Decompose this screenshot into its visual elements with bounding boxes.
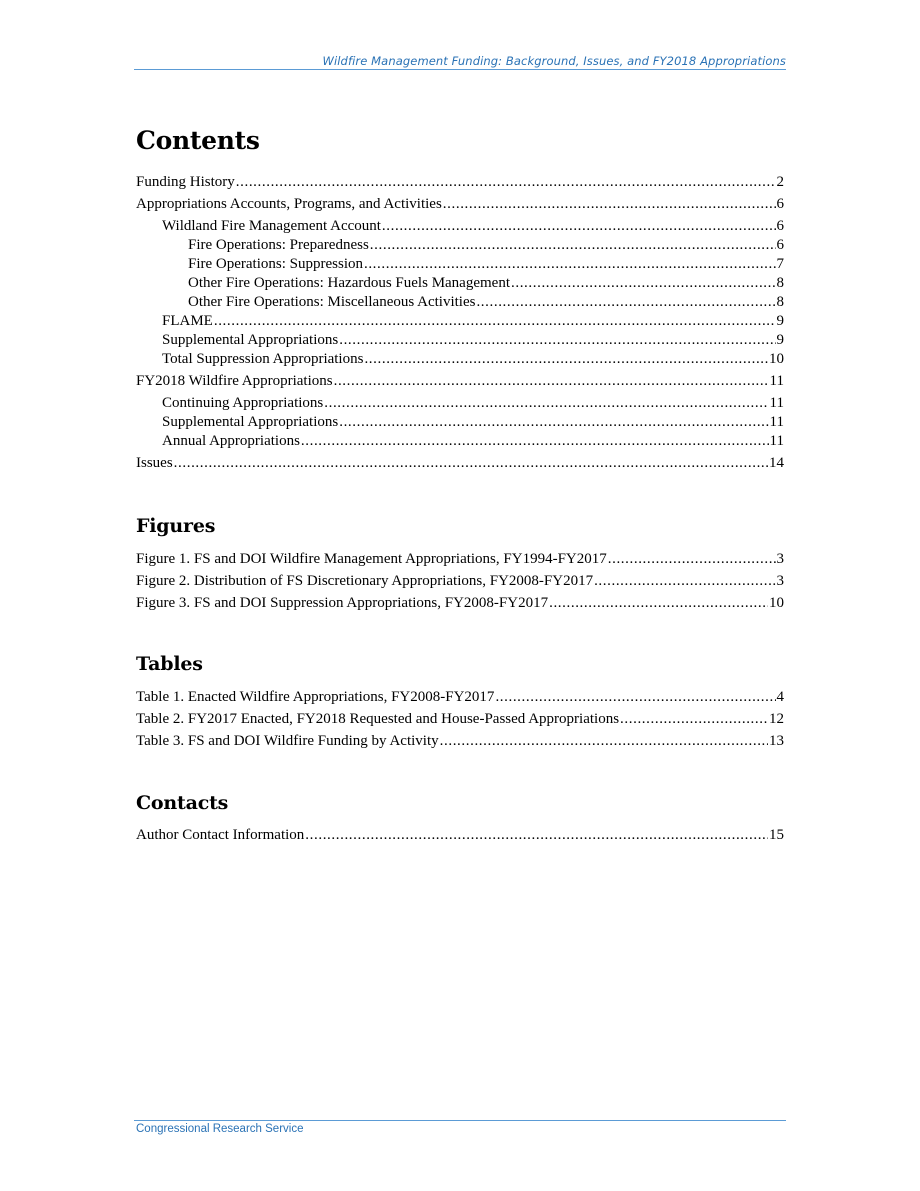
leader-dots [334, 373, 769, 390]
toc-entry[interactable] [136, 711, 784, 733]
toc-entry-title: Figure 3. FS and DOI Suppression Appropriations, FY2008-FY2017 [136, 595, 549, 611]
toc-entry[interactable] [136, 455, 784, 477]
toc-entry[interactable] [136, 237, 784, 256]
figures-heading: Figures [136, 515, 216, 537]
toc-entry-title: Fire Operations: Suppression [188, 256, 363, 272]
toc-entry-page: 3 [776, 551, 784, 567]
toc-entry[interactable] [136, 218, 784, 237]
toc-entry-title: Annual Appropriations [162, 433, 300, 449]
toc-entry[interactable] [136, 373, 784, 395]
header-divider [134, 69, 786, 70]
contacts-heading: Contacts [136, 792, 229, 814]
figures-list [136, 551, 784, 617]
toc-entry-page: 11 [769, 433, 784, 449]
toc-entry-page: 13 [769, 733, 784, 749]
toc-entry[interactable] [136, 332, 784, 351]
toc-entry-title: Table 3. FS and DOI Wildfire Funding by Activity [136, 733, 439, 749]
toc-entry-title: Author Contact Information [136, 827, 305, 843]
toc-entry-page: 8 [776, 275, 784, 291]
toc-entry-page: 2 [776, 174, 784, 190]
toc-entry[interactable] [136, 733, 784, 755]
leader-dots [339, 332, 775, 349]
toc-entry-title: Funding History [136, 174, 235, 190]
leader-dots [364, 351, 768, 368]
footer-divider [134, 1120, 786, 1121]
toc-entry-title: Continuing Appropriations [162, 395, 324, 411]
leader-dots [236, 174, 776, 191]
footer-publisher: Congressional Research Service [136, 1123, 304, 1135]
toc-entry-title: FLAME [162, 313, 213, 329]
toc-entry[interactable] [136, 433, 784, 455]
leader-dots [620, 711, 768, 728]
toc-entry-title: Figure 1. FS and DOI Wildfire Management Appropriations, FY1994-FY2017 [136, 551, 607, 567]
toc-entry-title: Other Fire Operations: Hazardous Fuels Management [188, 275, 510, 291]
leader-dots [594, 573, 775, 590]
toc-entry-title: Total Suppression Appropriations [162, 351, 364, 367]
toc-entry-page: 3 [776, 573, 784, 589]
toc-entry-page: 7 [776, 256, 784, 272]
toc-entry-page: 9 [776, 313, 784, 329]
contacts-list [136, 827, 784, 849]
toc-entry[interactable] [136, 595, 784, 617]
leader-dots [495, 689, 775, 706]
leader-dots [339, 414, 768, 431]
contents-list [136, 174, 784, 477]
leader-dots [608, 551, 776, 568]
contents-heading: Contents [136, 126, 260, 155]
toc-entry-title: Figure 2. Distribution of FS Discretionary Appropriations, FY2008-FY2017 [136, 573, 594, 589]
leader-dots [214, 313, 776, 330]
toc-entry[interactable] [136, 313, 784, 332]
toc-entry-title: Table 2. FY2017 Enacted, FY2018 Requested and House-Passed Appropriations [136, 711, 620, 727]
toc-entry-title: Supplemental Appropriations [162, 414, 339, 430]
toc-entry-page: 8 [776, 294, 784, 310]
toc-entry-page: 11 [769, 395, 784, 411]
toc-entry-page: 6 [776, 237, 784, 253]
toc-entry-title: Table 1. Enacted Wildfire Appropriations, FY2008-FY2017 [136, 689, 495, 705]
leader-dots [174, 455, 768, 472]
toc-entry-title: Other Fire Operations: Miscellaneous Activities [188, 294, 476, 310]
leader-dots [370, 237, 776, 254]
tables-heading: Tables [136, 653, 203, 675]
leader-dots [382, 218, 776, 235]
toc-entry-title: Supplemental Appropriations [162, 332, 339, 348]
toc-entry-page: 15 [769, 827, 784, 843]
toc-entry-page: 9 [776, 332, 784, 348]
leader-dots [476, 294, 775, 311]
toc-entry[interactable] [136, 573, 784, 595]
toc-entry-page: 6 [776, 196, 784, 212]
toc-entry-title: Issues [136, 455, 173, 471]
tables-list [136, 689, 784, 755]
toc-entry-page: 4 [776, 689, 784, 705]
toc-entry[interactable] [136, 294, 784, 313]
toc-entry-title: Appropriations Accounts, Programs, and Activities [136, 196, 442, 212]
toc-entry-page: 10 [769, 351, 784, 367]
toc-entry[interactable] [136, 551, 784, 573]
toc-entry-title: Wildland Fire Management Account [162, 218, 381, 234]
toc-entry[interactable] [136, 827, 784, 849]
leader-dots [364, 256, 776, 273]
toc-entry[interactable] [136, 196, 784, 218]
toc-entry[interactable] [136, 351, 784, 373]
leader-dots [324, 395, 768, 412]
toc-entry-title: Fire Operations: Preparedness [188, 237, 369, 253]
toc-entry-page: 6 [776, 218, 784, 234]
toc-entry[interactable] [136, 689, 784, 711]
toc-entry[interactable] [136, 414, 784, 433]
toc-entry-page: 12 [769, 711, 784, 727]
toc-entry[interactable] [136, 174, 784, 196]
toc-entry[interactable] [136, 256, 784, 275]
running-header-title: Wildfire Management Funding: Background, Issues, and FY2018 Appropriations [322, 54, 786, 68]
toc-entry[interactable] [136, 275, 784, 294]
toc-entry-page: 11 [769, 373, 784, 389]
leader-dots [301, 433, 769, 450]
leader-dots [440, 733, 768, 750]
leader-dots [511, 275, 776, 292]
leader-dots [305, 827, 768, 844]
toc-entry-title: FY2018 Wildfire Appropriations [136, 373, 333, 389]
toc-entry-page: 10 [769, 595, 784, 611]
toc-entry[interactable] [136, 395, 784, 414]
toc-entry-page: 11 [769, 414, 784, 430]
leader-dots [443, 196, 776, 213]
toc-entry-page: 14 [769, 455, 784, 471]
leader-dots [549, 595, 768, 612]
